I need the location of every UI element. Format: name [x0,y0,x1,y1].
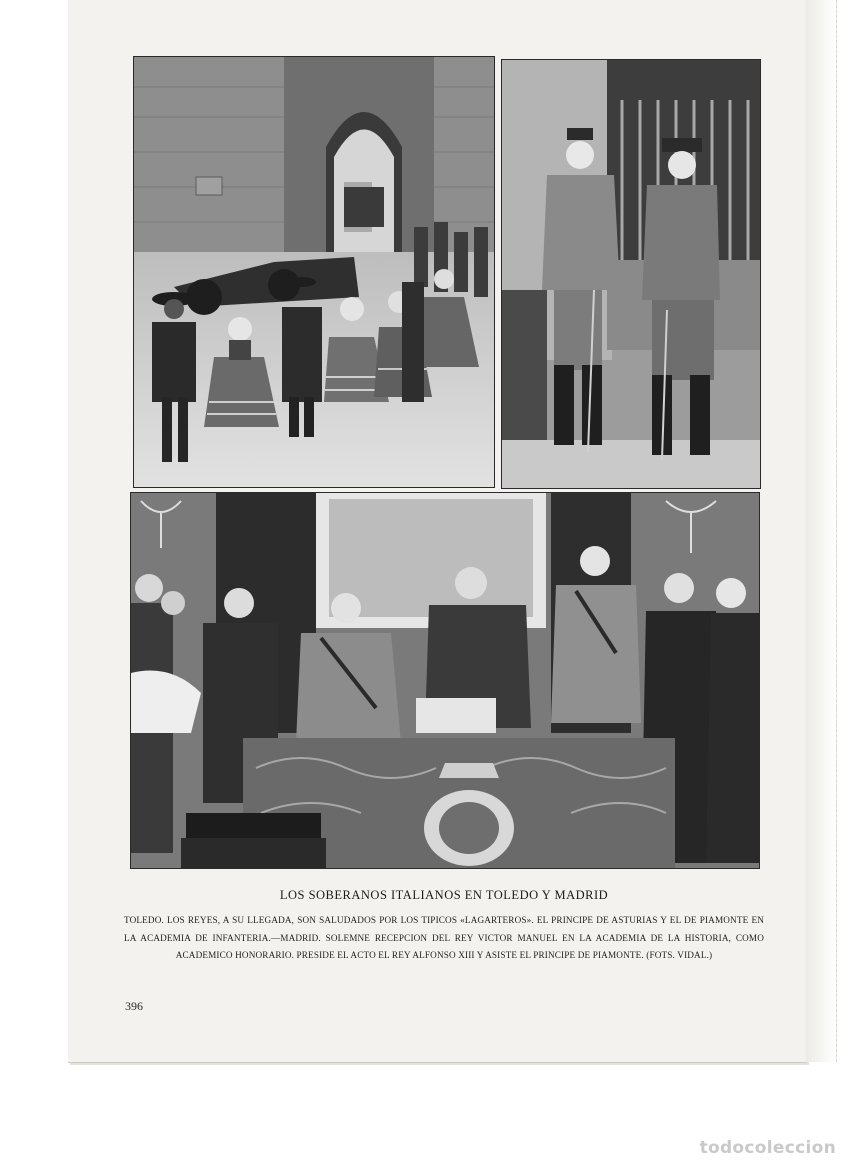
caption-title: LOS SOBERANOS ITALIANOS EN TOLEDO Y MADRID [279,888,609,902]
caption-body: TOLEDO. LOS REYES, A SU LLEGADA, SON SALUDADOS POR LOS TIPICOS «LAGARTEROS». EL PRINCIPE DE ASTURIAS Y EL DE PIAMONTE EN LA ACADEMIA DE INFANTERIA.—MADRID. SOLEMNE RECEPCION DEL REY VICTOR MANUEL EN LA ACADEMIA DE LA HISTORIA, COMO ACADEMICO HONORARIO. PRESIDE EL ACTO EL REY ALFONSO XIII Y ASISTE EL PRINCIPE DE PIAMONTE. (FOTS. VIDAL.) [124,915,764,960]
watermark-logo: todocoleccion [699,1138,836,1158]
photo-toledo-lagarteros [133,56,495,488]
photo-academy-of-history-reception [130,492,760,869]
page-number: 396 [125,999,143,1013]
photo-princes-infantry-academy [501,59,761,489]
torn-page-edge [806,0,837,1062]
